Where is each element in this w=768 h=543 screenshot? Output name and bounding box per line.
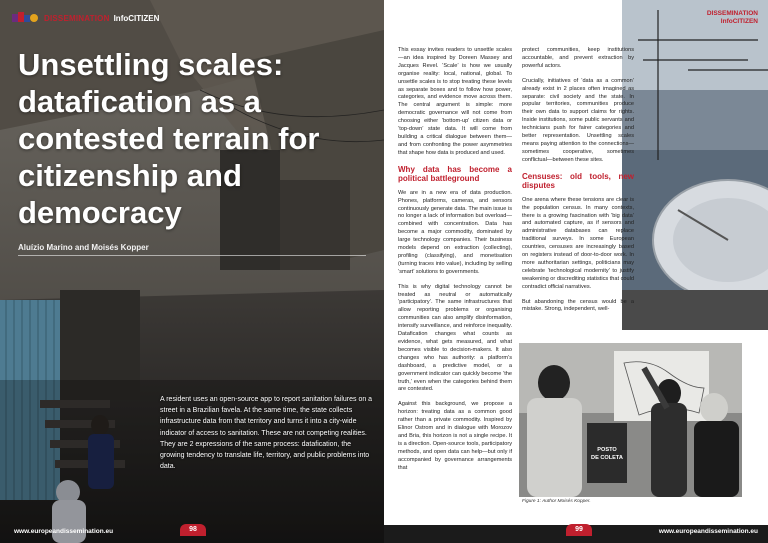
paragraph: We are in a new era of data production. Phones, platforms, cameras, and sensors continuously generate data. The main issue is no longer a lack of information but overload—combined with concentration. Data has become a major commodity, dominated by large technology companies. Their business models depend on extraction (collecting), profiling (classifying), and monetisation (turning traces into value), including by selling ‘smart’ solutions to governments. xyxy=(398,189,512,275)
paragraph: This essay invites readers to unsettle scales—an idea inspired by Doreen Massey and Jacques Revel. ‘Scale’ is how we usually organise reality: local, national, global. To unsettle scales is to stop treating these levels as separate boxes and to follow how power, categories, and evidence move across them. The central argument is simple: more democratic governance will not come from choosing either ‘bottom-up’ citizen data or ‘top-down’ state data. It will come from building a critical dialogue between them—and from confronting the power asymmetries that shape how data is produced and used. xyxy=(398,47,512,156)
paragraph: This is why digital technology cannot be treated as neutral or automatically ‘participatory’. The same infrastructures that allow reporting problems or organising communities can also amplify disinformation, intensify surveillance, and reinforce inequality. Datafication changes what counts as evidence, what gets measured, and what becomes visible to decision-makers. It also changes who has authority: a platform’s dashboard, a predictive model, or a government indicator can quickly become ‘the truth,’ even when the categories behind them are contested. xyxy=(398,283,512,393)
text-column-2 xyxy=(522,47,634,321)
dissemination-logo-icon xyxy=(12,11,40,25)
census-photo xyxy=(519,343,742,497)
right-header xyxy=(707,10,758,26)
paragraph: One arena where these tensions are clear is the population census. In many contexts, there is a growing fascination with ‘big data’ and automated capture, as if sensors and administrative databases can replace traditional surveys. In some European countries, censuses are increasingly based on registers instead of door-to-door work. In more authoritarian settings, politicians may celebrate ‘technological modernity’ to justify weakening or discrediting statistics that could contradict official narratives. xyxy=(522,196,634,290)
section-heading: Censuses: old tools, new disputes xyxy=(522,171,634,191)
page-number-right: 99 xyxy=(566,524,592,536)
article-title: Unsettling scales: datafication as a contested terrain for citizenship and democracy xyxy=(18,47,320,230)
paragraph: But abandoning the census would be a mistake. Strong, independent, well- xyxy=(522,298,634,313)
page-number-left: 98 xyxy=(180,524,206,536)
magazine-name-right: DISSEMINATION xyxy=(706,10,758,17)
footer-url-left[interactable]: www.europeandissemination.eu xyxy=(14,528,114,535)
section-name-right: InfoCITIZEN xyxy=(720,18,758,25)
paragraph: protect communities, keep institutions accountable, and prevent extraction by powerful actors. xyxy=(522,47,634,69)
sign-text-posto: POSTO xyxy=(597,447,617,453)
article-authors: Aluízio Marino and Moisés Kopper xyxy=(18,243,149,252)
sign-text-coleta: DE COLETA xyxy=(591,455,623,461)
text-column-1 xyxy=(398,47,512,480)
right-page xyxy=(384,0,768,543)
left-header xyxy=(12,10,159,26)
figure-caption: Figure 1: Author Moisés Kopper. xyxy=(522,499,591,504)
photo-caption: A resident uses an open-source app to report sanitation failures on a street in a Brazilian favela. At the same time, the state collects infrastructure data from that territory and turns it into a city-wide indicator of access to sanitation. These are not competing realities. They are 2 expressions of the same process: datafication, the growing tendency to translate life, territory, and public problems into data. xyxy=(160,396,373,471)
footer-url-right[interactable]: www.europeandissemination.eu xyxy=(658,528,758,535)
paragraph: Against this background, we propose a horizon: treating data as a common good rather than a private commodity. Inspired by Elinor Ostrom and in dialogue with Morozov and Bria, this horizon is not a single recipe. It is a direction. Open-source tools, participatory methods, and open data can help—but only if accompanied by governance arrangements that xyxy=(398,401,512,471)
magazine-name: DISSEMINATION xyxy=(44,13,110,23)
section-name: InfoCITIZEN xyxy=(113,13,160,23)
paragraph: Crucially, initiatives of ‘data as a common’ already exist in 2 places often imagined as separate: civil society and the state. In popular territories, communities produce their own data to support claims for rights. Inside institutions, some public servants and technicians push for fairer categories and better representation. Unsettling scales means paying attention to the connections—sometimes cooperative, sometimes conflictual—between these sites. xyxy=(522,77,634,163)
section-heading: Why data has become a political battleground xyxy=(398,164,512,184)
authors-divider xyxy=(18,255,366,256)
